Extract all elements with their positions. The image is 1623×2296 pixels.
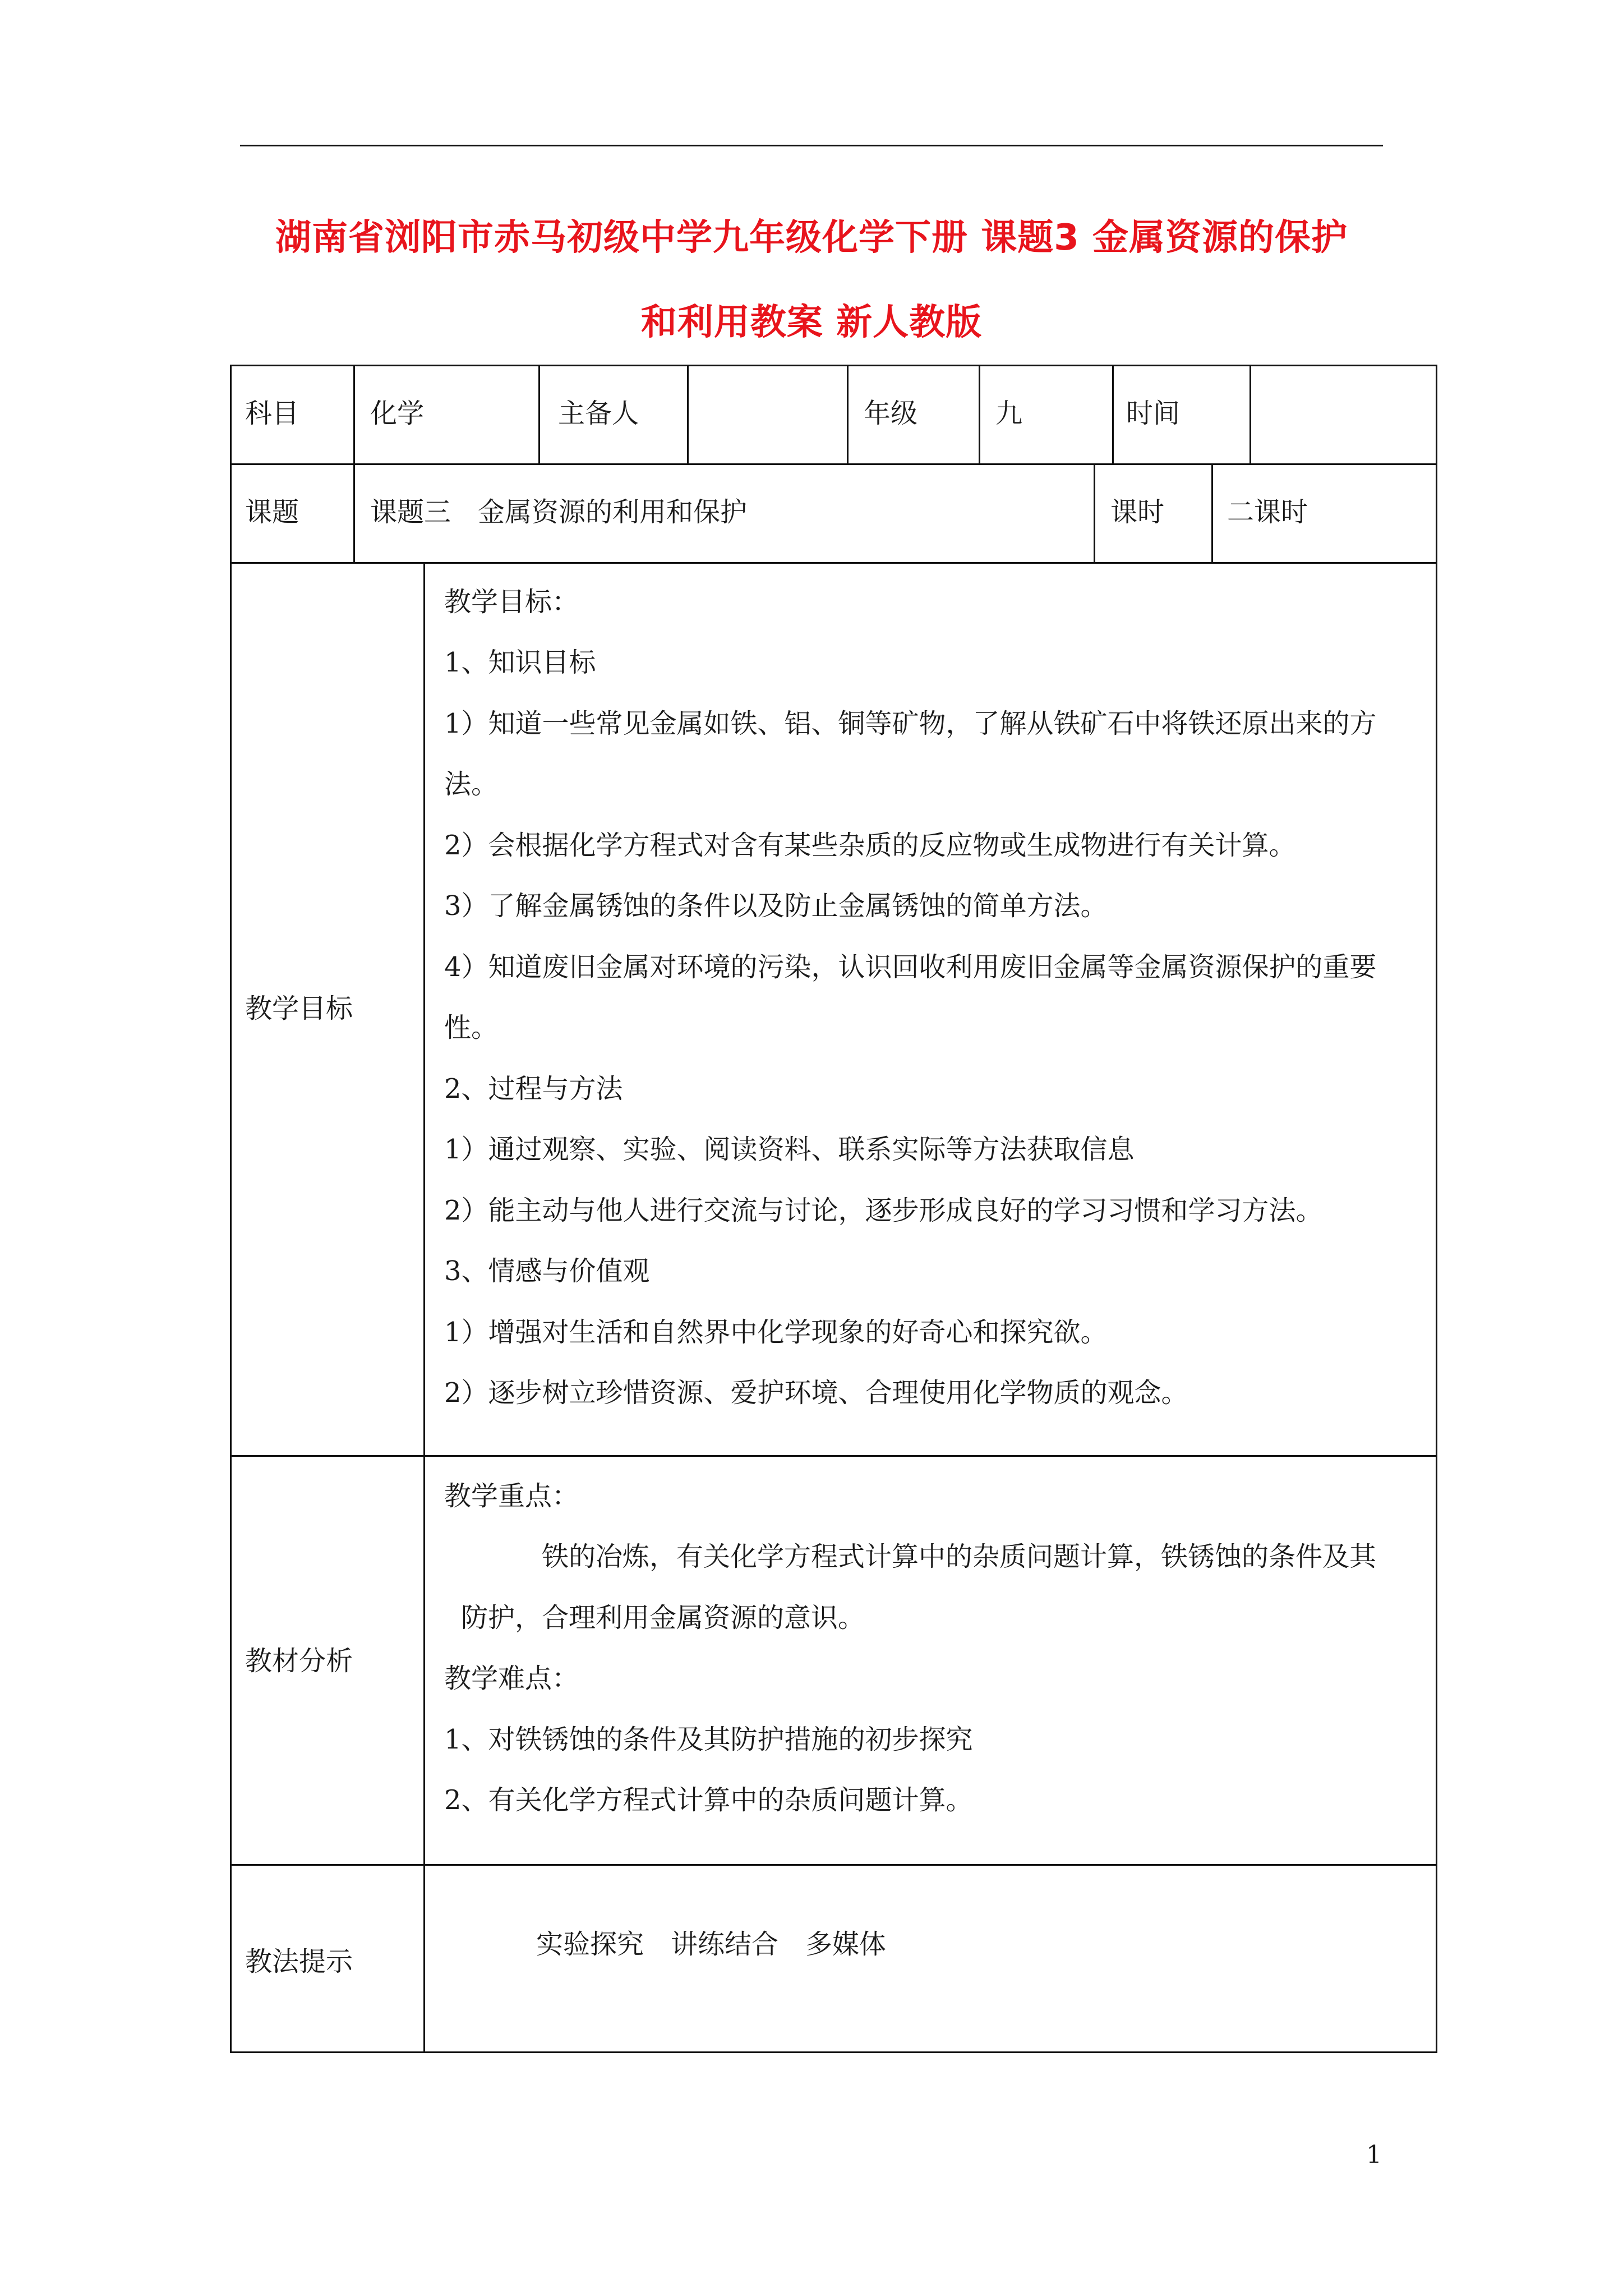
subject-value: 化学	[370, 398, 425, 429]
table-divider	[1094, 463, 1095, 564]
objectives-line: 法。	[444, 769, 499, 800]
period-value: 二课时	[1227, 496, 1308, 528]
table-border-row-4	[230, 1864, 1437, 1866]
topic-value: 课题三 金属资源的利用和保护	[370, 496, 748, 528]
objectives-line: 4）知道废旧金属对环境的污染，认识回收利用废旧金属等金属资源保护的重要	[444, 951, 1377, 983]
table-border-row-1	[230, 463, 1437, 465]
table-divider	[847, 365, 849, 465]
table-divider	[353, 463, 355, 564]
grade-label: 年级	[864, 398, 918, 429]
objectives-line: 2、过程与方法	[444, 1073, 623, 1105]
objectives-line: 教学目标：	[444, 586, 579, 618]
objectives-line: 1、知识目标	[444, 647, 596, 678]
table-divider	[1211, 463, 1213, 564]
page-number: 1	[1366, 2141, 1382, 2169]
document-title-line-1: 湖南省浏阳市赤马初级中学九年级化学下册 课题3 金属资源的保护	[275, 217, 1348, 259]
objectives-line: 2）逐步树立珍惜资源、爱护环境、合理使用化学物质的观念。	[444, 1377, 1188, 1409]
analysis-line: 2、有关化学方程式计算中的杂质问题计算。	[444, 1784, 973, 1816]
objectives-line: 3、情感与价值观	[444, 1255, 650, 1287]
time-label: 时间	[1126, 398, 1181, 429]
table-divider	[423, 562, 425, 2053]
table-divider	[538, 365, 540, 465]
table-border-top	[230, 365, 1437, 366]
analysis-label: 教材分析	[245, 1645, 353, 1677]
objectives-line: 1）增强对生活和自然界中化学现象的好奇心和探究欲。	[444, 1317, 1108, 1348]
analysis-line: 教学重点：	[444, 1480, 579, 1512]
period-label: 课时	[1110, 496, 1165, 528]
objectives-line: 1）知道一些常见金属如铁、铝、铜等矿物，了解从铁矿石中将铁还原出来的方	[444, 708, 1377, 739]
header-rule	[240, 145, 1383, 146]
subject-label: 科目	[245, 398, 299, 429]
objectives-line: 2）能主动与他人进行交流与讨论，逐步形成良好的学习习惯和学习方法。	[444, 1195, 1323, 1226]
topic-label: 课题	[245, 496, 299, 528]
method-label: 教法提示	[245, 1946, 353, 1977]
table-divider	[1112, 365, 1114, 465]
objectives-line: 2）会根据化学方程式对含有某些杂质的反应物或生成物进行有关计算。	[444, 830, 1296, 861]
table-divider	[687, 365, 689, 465]
table-border-right	[1436, 365, 1437, 2053]
objectives-line: 3）了解金属锈蚀的条件以及防止金属锈蚀的简单方法。	[444, 890, 1108, 922]
preparer-label: 主备人	[558, 398, 639, 429]
analysis-line: 铁的冶炼，有关化学方程式计算中的杂质问题计算，铁锈蚀的条件及其	[542, 1541, 1377, 1572]
analysis-line: 防护，合理利用金属资源的意识。	[461, 1602, 865, 1634]
table-divider	[979, 365, 980, 465]
analysis-line: 1、对铁锈蚀的条件及其防护措施的初步探究	[444, 1724, 973, 1755]
objectives-line: 性。	[444, 1012, 499, 1043]
analysis-line: 教学难点：	[444, 1663, 579, 1694]
table-border-row-3	[230, 1455, 1437, 1457]
grade-value: 九	[995, 398, 1023, 429]
document-title-line-2: 和利用教案 新人教版	[640, 302, 983, 343]
objectives-label: 教学目标	[245, 993, 353, 1024]
table-divider	[1249, 365, 1251, 465]
objectives-line: 1）通过观察、实验、阅读资料、联系实际等方法获取信息	[444, 1134, 1135, 1165]
table-border-left	[230, 365, 232, 2053]
table-divider	[353, 365, 355, 465]
table-border-bottom	[230, 2051, 1437, 2053]
method-value: 实验探究 讲练结合 多媒体	[536, 1929, 887, 1960]
table-border-row-2	[230, 562, 1437, 564]
